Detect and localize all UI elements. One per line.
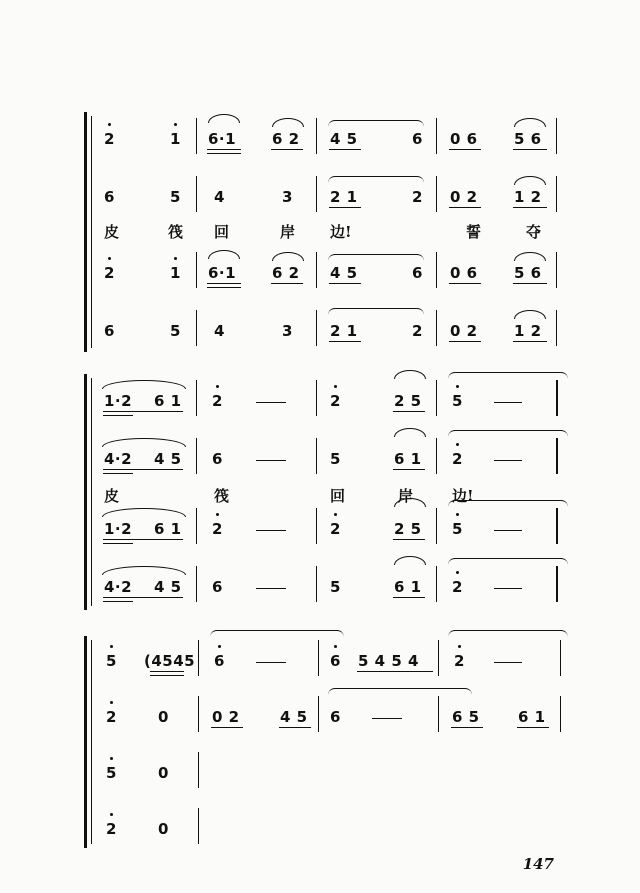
octave-dot bbox=[216, 513, 219, 516]
note-group: 1·2 bbox=[104, 520, 133, 538]
barline bbox=[556, 310, 557, 346]
underline bbox=[393, 469, 425, 470]
note-group: 4 5 bbox=[330, 130, 358, 148]
slur bbox=[102, 508, 186, 517]
tie bbox=[448, 500, 568, 507]
note: 5 bbox=[452, 392, 463, 410]
octave-dot bbox=[174, 257, 177, 260]
note: 2 bbox=[104, 264, 115, 282]
note: 4 bbox=[214, 188, 225, 206]
barline bbox=[196, 310, 197, 346]
lyric: 筏 bbox=[214, 487, 230, 505]
dash bbox=[256, 530, 286, 531]
lyric: 边! bbox=[452, 487, 474, 505]
slur bbox=[208, 114, 240, 123]
barline bbox=[316, 508, 317, 544]
note: 2 bbox=[454, 652, 465, 670]
barline bbox=[316, 438, 317, 474]
octave-dot bbox=[334, 645, 337, 648]
slur bbox=[102, 380, 186, 389]
note: 6 bbox=[330, 652, 341, 670]
underline bbox=[103, 601, 133, 602]
slur bbox=[102, 566, 186, 575]
note-group: 4 5 bbox=[154, 578, 182, 596]
underline bbox=[150, 675, 184, 676]
underline bbox=[329, 149, 361, 150]
tie bbox=[210, 630, 344, 637]
lyric: 岸 bbox=[280, 223, 296, 241]
note: 6 bbox=[412, 130, 423, 148]
dash bbox=[256, 460, 286, 461]
underline bbox=[449, 149, 481, 150]
barline bbox=[556, 176, 557, 212]
note-group: 2 5 bbox=[394, 520, 422, 538]
underline bbox=[513, 283, 547, 284]
page-number: 147 bbox=[522, 855, 554, 873]
octave-dot bbox=[108, 257, 111, 260]
note-group: 6 1 bbox=[394, 450, 422, 468]
note-group: 6 1 bbox=[518, 708, 546, 726]
barline bbox=[198, 808, 199, 844]
note-group: 4·2 bbox=[104, 578, 133, 596]
note: 0 bbox=[158, 764, 169, 782]
underline bbox=[329, 207, 361, 208]
slur bbox=[514, 252, 546, 261]
underline bbox=[103, 597, 183, 598]
note: 3 bbox=[282, 188, 293, 206]
underline bbox=[207, 149, 241, 150]
tie bbox=[448, 430, 568, 437]
underline bbox=[513, 149, 547, 150]
note-group: 0 2 bbox=[212, 708, 240, 726]
underline bbox=[393, 539, 425, 540]
note: 5 bbox=[106, 652, 117, 670]
lyric: 回 bbox=[214, 223, 230, 241]
underline bbox=[271, 149, 303, 150]
slur bbox=[394, 498, 426, 507]
underline bbox=[211, 727, 243, 728]
note: 0 bbox=[158, 820, 169, 838]
barline bbox=[316, 118, 317, 154]
octave-dot bbox=[110, 701, 113, 704]
note-group: 5 4 5 4 bbox=[358, 652, 419, 670]
barline bbox=[196, 438, 197, 474]
note: 2 bbox=[452, 450, 463, 468]
octave-dot bbox=[216, 385, 219, 388]
octave-dot bbox=[334, 513, 337, 516]
note-group: 0 2 bbox=[450, 188, 478, 206]
note: 5 bbox=[170, 188, 181, 206]
note-group: 6 1 bbox=[154, 520, 182, 538]
barline bbox=[316, 252, 317, 288]
note-group: 6 1 bbox=[154, 392, 182, 410]
slur bbox=[272, 252, 304, 261]
octave-dot bbox=[456, 385, 459, 388]
barline bbox=[436, 252, 437, 288]
octave-dot bbox=[456, 571, 459, 574]
note: 5 bbox=[106, 764, 117, 782]
slur bbox=[102, 438, 186, 447]
underline bbox=[513, 341, 547, 342]
underline bbox=[393, 597, 425, 598]
tie bbox=[448, 558, 568, 565]
octave-dot bbox=[456, 443, 459, 446]
note: 2 bbox=[452, 578, 463, 596]
note: 2 bbox=[106, 820, 117, 838]
barline bbox=[436, 310, 437, 346]
underline bbox=[393, 411, 425, 412]
tie bbox=[328, 120, 424, 127]
note-group: 6·1 bbox=[208, 264, 237, 282]
note: 6 bbox=[104, 322, 115, 340]
note: 6 bbox=[104, 188, 115, 206]
barline bbox=[556, 438, 558, 474]
slur bbox=[394, 428, 426, 437]
dash bbox=[256, 588, 286, 589]
underline bbox=[329, 341, 361, 342]
lyric: 皮 bbox=[104, 223, 120, 241]
note: 5 bbox=[452, 520, 463, 538]
underline bbox=[449, 283, 481, 284]
dash bbox=[494, 460, 522, 461]
barline bbox=[560, 640, 561, 676]
barline bbox=[196, 176, 197, 212]
note: 6 bbox=[212, 578, 223, 596]
barline bbox=[438, 696, 439, 732]
note-group: 4 5 bbox=[280, 708, 308, 726]
underline bbox=[207, 283, 241, 284]
note: 6 bbox=[212, 450, 223, 468]
note: 2 bbox=[212, 392, 223, 410]
underline bbox=[451, 727, 483, 728]
note-group: 1 2 bbox=[514, 188, 542, 206]
note-group: 1 2 bbox=[514, 322, 542, 340]
dash bbox=[494, 402, 522, 403]
lyric: 筏 bbox=[168, 223, 184, 241]
note: 1 bbox=[170, 264, 181, 282]
slur bbox=[272, 118, 304, 127]
underline bbox=[103, 539, 183, 540]
note: 2 bbox=[106, 708, 117, 726]
barline bbox=[316, 566, 317, 602]
barline bbox=[318, 696, 319, 732]
barline bbox=[316, 310, 317, 346]
octave-dot bbox=[334, 385, 337, 388]
lyric: 皮 bbox=[104, 487, 120, 505]
barline bbox=[556, 566, 558, 602]
lyric: 夺 bbox=[526, 223, 542, 241]
underline bbox=[150, 671, 184, 672]
underline bbox=[271, 283, 303, 284]
note-group: 6 5 bbox=[452, 708, 480, 726]
tie bbox=[328, 308, 424, 315]
underline bbox=[103, 411, 183, 412]
lyric: 回 bbox=[330, 487, 346, 505]
octave-dot bbox=[218, 645, 221, 648]
note: 4 bbox=[214, 322, 225, 340]
slur bbox=[514, 310, 546, 319]
note: 2 bbox=[330, 520, 341, 538]
barline bbox=[556, 380, 558, 416]
note-group: 0 6 bbox=[450, 130, 478, 148]
tie bbox=[328, 176, 424, 183]
barline bbox=[196, 118, 197, 154]
dash bbox=[372, 718, 402, 719]
dash bbox=[494, 662, 522, 663]
barline bbox=[556, 508, 558, 544]
barline bbox=[436, 176, 437, 212]
octave-dot bbox=[456, 513, 459, 516]
barline bbox=[436, 438, 437, 474]
slur bbox=[394, 370, 426, 379]
barline bbox=[316, 176, 317, 212]
slur bbox=[208, 250, 240, 259]
barline bbox=[196, 380, 197, 416]
note-group: 0 6 bbox=[450, 264, 478, 282]
barline bbox=[198, 640, 199, 676]
note-group: 6 2 bbox=[272, 130, 300, 148]
note-group: 5 6 bbox=[514, 264, 542, 282]
underline bbox=[513, 207, 547, 208]
note: 2 bbox=[212, 520, 223, 538]
note: 6 bbox=[412, 264, 423, 282]
barline bbox=[318, 640, 319, 676]
underline bbox=[103, 543, 133, 544]
barline bbox=[198, 696, 199, 732]
underline bbox=[329, 283, 361, 284]
note-group: 6 2 bbox=[272, 264, 300, 282]
tie bbox=[448, 630, 568, 637]
note-group: 4·2 bbox=[104, 450, 133, 468]
tie bbox=[328, 254, 424, 261]
note: 6 bbox=[214, 652, 225, 670]
underline bbox=[207, 287, 241, 288]
octave-dot bbox=[458, 645, 461, 648]
note-group: 2 5 bbox=[394, 392, 422, 410]
underline bbox=[449, 341, 481, 342]
barline bbox=[438, 640, 439, 676]
tie bbox=[328, 688, 472, 695]
octave-dot bbox=[108, 123, 111, 126]
note: 5 bbox=[330, 578, 341, 596]
note-group: 2 1 bbox=[330, 322, 358, 340]
note-group: 0 2 bbox=[450, 322, 478, 340]
barline bbox=[436, 508, 437, 544]
note-group: 6 1 bbox=[394, 578, 422, 596]
dash bbox=[494, 530, 522, 531]
note: 2 bbox=[412, 322, 423, 340]
octave-dot bbox=[110, 645, 113, 648]
barline bbox=[196, 508, 197, 544]
note-group: 1·2 bbox=[104, 392, 133, 410]
dash bbox=[494, 588, 522, 589]
note: 2 bbox=[412, 188, 423, 206]
slur bbox=[514, 176, 546, 185]
system-bracket-inner bbox=[91, 378, 98, 606]
barline bbox=[196, 252, 197, 288]
underline bbox=[357, 671, 433, 672]
barline bbox=[316, 380, 317, 416]
note: 2 bbox=[330, 392, 341, 410]
barline bbox=[560, 696, 561, 732]
octave-dot bbox=[110, 813, 113, 816]
underline bbox=[103, 469, 183, 470]
note-group: (4545 bbox=[144, 652, 196, 670]
underline bbox=[103, 415, 133, 416]
underline bbox=[279, 727, 311, 728]
octave-dot bbox=[174, 123, 177, 126]
slur bbox=[394, 556, 426, 565]
system-bracket-inner bbox=[91, 640, 98, 844]
tie bbox=[448, 372, 568, 379]
note-group: 5 6 bbox=[514, 130, 542, 148]
barline bbox=[436, 118, 437, 154]
barline bbox=[196, 566, 197, 602]
barline bbox=[198, 752, 199, 788]
lyric: 誓 bbox=[466, 223, 482, 241]
lyric: 岸 bbox=[398, 487, 414, 505]
note-group: 4 5 bbox=[330, 264, 358, 282]
note: 2 bbox=[104, 130, 115, 148]
note: 5 bbox=[330, 450, 341, 468]
underline bbox=[517, 727, 549, 728]
note-group: 6·1 bbox=[208, 130, 237, 148]
note: 1 bbox=[170, 130, 181, 148]
note: 0 bbox=[158, 708, 169, 726]
slur bbox=[514, 118, 546, 127]
underline bbox=[103, 473, 133, 474]
octave-dot bbox=[110, 757, 113, 760]
note: 3 bbox=[282, 322, 293, 340]
dash bbox=[256, 402, 286, 403]
barline bbox=[556, 118, 557, 154]
barline bbox=[436, 566, 437, 602]
underline bbox=[449, 207, 481, 208]
underline bbox=[207, 153, 241, 154]
note: 5 bbox=[170, 322, 181, 340]
note-group: 4 5 bbox=[154, 450, 182, 468]
system-bracket-inner bbox=[91, 116, 98, 348]
note-group: 2 1 bbox=[330, 188, 358, 206]
barline bbox=[556, 252, 557, 288]
lyric: 边! bbox=[330, 223, 352, 241]
barline bbox=[436, 380, 437, 416]
note: 6 bbox=[330, 708, 341, 726]
dash bbox=[256, 662, 286, 663]
